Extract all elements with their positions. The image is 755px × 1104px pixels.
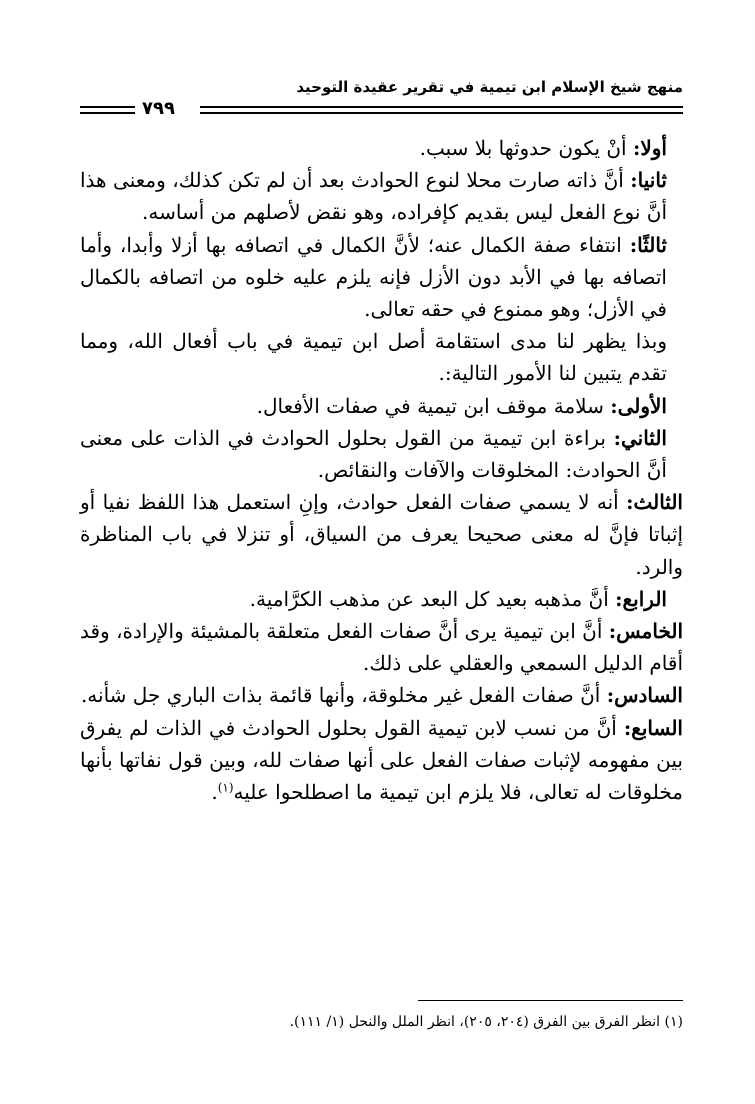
paragraph (80, 325, 683, 389)
paragraph-text: براءة ابن تيمية من القول بحلول الحوادث في الذات على معنى أنَّ الحوادث: المخلوقات والآفات والنقائص. (80, 425, 667, 483)
header-rule (200, 112, 683, 114)
paragraph (80, 132, 683, 164)
paragraph-lead: ثانيا: (630, 168, 667, 193)
footnote: (١) انظر الفرق بين الفرق (٢٠٤، ٢٠٥)، انظر الملل والنحل (١/ ١١١). (289, 1014, 683, 1030)
header-rule (80, 112, 135, 114)
paragraph-lead: الأولى: (610, 393, 667, 418)
paragraph-lead: الرابع: (615, 586, 667, 611)
paragraph (80, 229, 683, 326)
paragraph-text: انتفاء صفة الكمال عنه؛ لأنَّ الكمال في اتصافه بها أزلا وأبدا، وأما اتصافه بها في الأبد دون الأزل فإنه يلزم عليه خلوه من اتصافه بالكمال في الأزل؛ وهو ممنوع في حقه تعالى. (80, 232, 667, 322)
paragraph (80, 486, 683, 583)
running-title: منهج شيخ الإسلام ابن تيمية في تقرير عقيدة التوحيد (296, 78, 683, 96)
paragraph-text: وبذا يظهر لنا مدى استقامة أصل ابن تيمية في باب أفعال الله، ومما تقدم يتبين لنا الأمور التالية:. (80, 329, 667, 386)
paragraph-lead: السادس: (606, 683, 683, 708)
paragraph-text: أنْ يكون حدوثها بلا سبب. (419, 136, 633, 160)
paragraph-lead: السابع: (623, 715, 683, 740)
paragraph (80, 390, 683, 422)
paragraph-lead: الثالث: (626, 490, 683, 515)
paragraph-text: أنَّ ابن تيمية يرى أنَّ صفات الفعل متعلقة بالمشيئة والإرادة، وقد أقام الدليل السمعي والعقلي على ذلك. (80, 619, 683, 676)
paragraph-lead: أولا: (632, 136, 667, 160)
paragraph-text: أنَّ من نسب لابن تيمية القول بحلول الحوادث في الذات لم يفرق بين مفهومه لإثبات صفات الفعل على أنها صفات لله، وبين قول نفاتها بأنها مخلوقات له تعالى، فلا يلزم ابن تيمية ما اصطلحوا عليه (80, 715, 683, 805)
body-text (80, 132, 683, 808)
paragraph (80, 679, 683, 711)
paragraph (80, 164, 683, 228)
paragraph (80, 615, 683, 679)
paragraph-text: أنَّ مذهبه بعيد كل البعد عن مذهب الكرَّامية. (249, 586, 616, 611)
paragraph-lead: الثاني: (613, 425, 667, 450)
paragraph-text: سلامة موقف ابن تيمية في صفات الأفعال. (256, 393, 611, 418)
paragraph (80, 583, 683, 615)
paragraph-end: . (211, 780, 218, 805)
header-rule (200, 106, 683, 108)
paragraph-text: أنَّ ذاته صارت محلا لنوع الحوادث بعد أن لم تكن كذلك، ومعنى هذا أنَّ نوع الفعل ليس بقديم كإفراده، وهو نقض لأصلهم من أساسه. (80, 168, 667, 225)
paragraph-text: أنه لا يسمي صفات الفعل حوادث، وإنِ استعمل هذا اللفظ نفيا أو إثباتا فإنَّ له معنى صحيحا يعرف من السياق، أو تنزلا في باب المناظرة والرد. (80, 490, 683, 579)
paragraph (80, 422, 683, 486)
paragraph (80, 712, 683, 809)
footnote-rule (418, 1000, 683, 1001)
paragraph-lead: ثالثًا: (629, 232, 667, 257)
page-number: ٧٩٩ (142, 98, 175, 119)
page-header (80, 78, 683, 124)
header-rule (80, 106, 135, 108)
paragraph-lead: الخامس: (608, 619, 683, 644)
paragraph-text: أنَّ صفات الفعل غير مخلوقة، وأنها قائمة بذات الباري جل شأنه. (80, 683, 607, 708)
footnote-reference: (١) (217, 780, 234, 795)
